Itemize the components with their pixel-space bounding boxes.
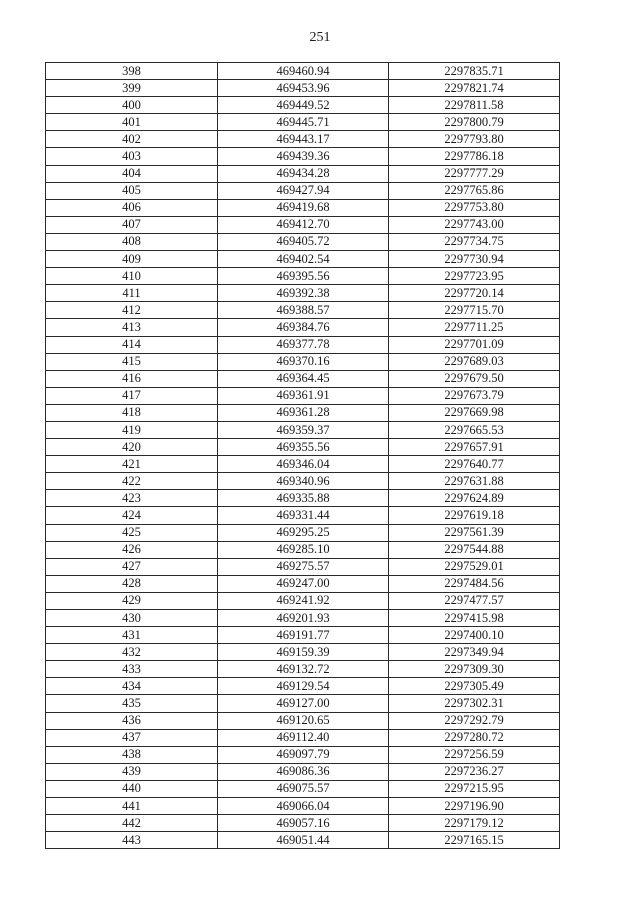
table-row (46, 473, 560, 490)
x-coordinate-cell: 469285.10 (218, 541, 389, 558)
y-coordinate-cell: 2297256.59 (389, 746, 560, 763)
point-number-cell: 408 (46, 233, 218, 250)
point-number-cell: 409 (46, 251, 218, 268)
y-coordinate-cell: 2297349.94 (389, 644, 560, 661)
y-coordinate-cell: 2297631.88 (389, 473, 560, 490)
y-coordinate-cell: 2297689.03 (389, 353, 560, 370)
point-number-cell: 421 (46, 456, 218, 473)
table-row (46, 131, 560, 148)
point-number-cell: 431 (46, 627, 218, 644)
point-number-cell: 436 (46, 712, 218, 729)
x-coordinate-cell: 469419.68 (218, 199, 389, 216)
x-coordinate-cell: 469361.28 (218, 404, 389, 421)
table-row (46, 644, 560, 661)
point-number-cell: 443 (46, 832, 218, 849)
point-number-cell: 406 (46, 199, 218, 216)
point-number-cell: 413 (46, 319, 218, 336)
x-coordinate-cell: 469247.00 (218, 575, 389, 592)
point-number-cell: 442 (46, 815, 218, 832)
point-number-cell: 405 (46, 182, 218, 199)
point-number-cell: 412 (46, 302, 218, 319)
y-coordinate-cell: 2297165.15 (389, 832, 560, 849)
x-coordinate-cell: 469427.94 (218, 182, 389, 199)
y-coordinate-cell: 2297196.90 (389, 798, 560, 815)
x-coordinate-cell: 469359.37 (218, 421, 389, 438)
y-coordinate-cell: 2297179.12 (389, 815, 560, 832)
y-coordinate-cell: 2297657.91 (389, 439, 560, 456)
table-row (46, 370, 560, 387)
x-coordinate-cell: 469120.65 (218, 712, 389, 729)
coordinates-table-body (46, 63, 560, 849)
coordinates-table (45, 62, 560, 849)
table-row (46, 114, 560, 131)
point-number-cell: 403 (46, 148, 218, 165)
point-number-cell: 400 (46, 97, 218, 114)
y-coordinate-cell: 2297723.95 (389, 268, 560, 285)
point-number-cell: 426 (46, 541, 218, 558)
x-coordinate-cell: 469331.44 (218, 507, 389, 524)
x-coordinate-cell: 469361.91 (218, 387, 389, 404)
y-coordinate-cell: 2297544.88 (389, 541, 560, 558)
x-coordinate-cell: 469453.96 (218, 80, 389, 97)
y-coordinate-cell: 2297484.56 (389, 575, 560, 592)
y-coordinate-cell: 2297561.39 (389, 524, 560, 541)
x-coordinate-cell: 469097.79 (218, 746, 389, 763)
x-coordinate-cell: 469275.57 (218, 558, 389, 575)
point-number-cell: 423 (46, 490, 218, 507)
y-coordinate-cell: 2297624.89 (389, 490, 560, 507)
y-coordinate-cell: 2297821.74 (389, 80, 560, 97)
y-coordinate-cell: 2297679.50 (389, 370, 560, 387)
table-row (46, 439, 560, 456)
y-coordinate-cell: 2297669.98 (389, 404, 560, 421)
x-coordinate-cell: 469335.88 (218, 490, 389, 507)
table-row (46, 97, 560, 114)
x-coordinate-cell: 469377.78 (218, 336, 389, 353)
table-row (46, 165, 560, 182)
point-number-cell: 429 (46, 592, 218, 609)
point-number-cell: 414 (46, 336, 218, 353)
table-row (46, 80, 560, 97)
x-coordinate-cell: 469129.54 (218, 678, 389, 695)
y-coordinate-cell: 2297811.58 (389, 97, 560, 114)
x-coordinate-cell: 469392.38 (218, 285, 389, 302)
point-number-cell: 441 (46, 798, 218, 815)
point-number-cell: 410 (46, 268, 218, 285)
point-number-cell: 422 (46, 473, 218, 490)
y-coordinate-cell: 2297765.86 (389, 182, 560, 199)
point-number-cell: 434 (46, 678, 218, 695)
table-row (46, 233, 560, 250)
x-coordinate-cell: 469388.57 (218, 302, 389, 319)
table-row (46, 832, 560, 849)
point-number-cell: 420 (46, 439, 218, 456)
page-number: 251 (309, 30, 331, 45)
y-coordinate-cell: 2297415.98 (389, 610, 560, 627)
point-number-cell: 435 (46, 695, 218, 712)
table-row (46, 592, 560, 609)
x-coordinate-cell: 469051.44 (218, 832, 389, 849)
x-coordinate-cell: 469395.56 (218, 268, 389, 285)
point-number-cell: 439 (46, 763, 218, 780)
x-coordinate-cell: 469201.93 (218, 610, 389, 627)
table-row (46, 251, 560, 268)
x-coordinate-cell: 469132.72 (218, 661, 389, 678)
point-number-cell: 416 (46, 370, 218, 387)
table-row (46, 575, 560, 592)
x-coordinate-cell: 469057.16 (218, 815, 389, 832)
table-row (46, 148, 560, 165)
x-coordinate-cell: 469340.96 (218, 473, 389, 490)
x-coordinate-cell: 469295.25 (218, 524, 389, 541)
table-row (46, 319, 560, 336)
point-number-cell: 428 (46, 575, 218, 592)
y-coordinate-cell: 2297309.30 (389, 661, 560, 678)
x-coordinate-cell: 469346.04 (218, 456, 389, 473)
y-coordinate-cell: 2297302.31 (389, 695, 560, 712)
table-row (46, 524, 560, 541)
table-row (46, 780, 560, 797)
point-number-cell: 399 (46, 80, 218, 97)
table-row (46, 678, 560, 695)
x-coordinate-cell: 469449.52 (218, 97, 389, 114)
table-row (46, 353, 560, 370)
y-coordinate-cell: 2297215.95 (389, 780, 560, 797)
point-number-cell: 402 (46, 131, 218, 148)
y-coordinate-cell: 2297400.10 (389, 627, 560, 644)
y-coordinate-cell: 2297619.18 (389, 507, 560, 524)
table-row (46, 387, 560, 404)
x-coordinate-cell: 469402.54 (218, 251, 389, 268)
y-coordinate-cell: 2297280.72 (389, 729, 560, 746)
point-number-cell: 404 (46, 165, 218, 182)
y-coordinate-cell: 2297477.57 (389, 592, 560, 609)
y-coordinate-cell: 2297665.53 (389, 421, 560, 438)
table-row (46, 712, 560, 729)
y-coordinate-cell: 2297753.80 (389, 199, 560, 216)
table-row (46, 729, 560, 746)
x-coordinate-cell: 469075.57 (218, 780, 389, 797)
table-row (46, 798, 560, 815)
y-coordinate-cell: 2297305.49 (389, 678, 560, 695)
table-row (46, 421, 560, 438)
y-coordinate-cell: 2297640.77 (389, 456, 560, 473)
table-row (46, 216, 560, 233)
x-coordinate-cell: 469191.77 (218, 627, 389, 644)
x-coordinate-cell: 469412.70 (218, 216, 389, 233)
y-coordinate-cell: 2297711.25 (389, 319, 560, 336)
x-coordinate-cell: 469439.36 (218, 148, 389, 165)
table-row (46, 63, 560, 80)
point-number-cell: 401 (46, 114, 218, 131)
table-row (46, 627, 560, 644)
y-coordinate-cell: 2297734.75 (389, 233, 560, 250)
point-number-cell: 425 (46, 524, 218, 541)
point-number-cell: 424 (46, 507, 218, 524)
y-coordinate-cell: 2297236.27 (389, 763, 560, 780)
y-coordinate-cell: 2297730.94 (389, 251, 560, 268)
y-coordinate-cell: 2297529.01 (389, 558, 560, 575)
x-coordinate-cell: 469066.04 (218, 798, 389, 815)
point-number-cell: 437 (46, 729, 218, 746)
table-row (46, 695, 560, 712)
x-coordinate-cell: 469159.39 (218, 644, 389, 661)
table-row (46, 456, 560, 473)
point-number-cell: 427 (46, 558, 218, 575)
point-number-cell: 419 (46, 421, 218, 438)
y-coordinate-cell: 2297835.71 (389, 63, 560, 80)
point-number-cell: 415 (46, 353, 218, 370)
x-coordinate-cell: 469370.16 (218, 353, 389, 370)
point-number-cell: 438 (46, 746, 218, 763)
y-coordinate-cell: 2297786.18 (389, 148, 560, 165)
y-coordinate-cell: 2297800.79 (389, 114, 560, 131)
table-row (46, 268, 560, 285)
table-row (46, 541, 560, 558)
point-number-cell: 417 (46, 387, 218, 404)
table-row (46, 815, 560, 832)
table-row (46, 490, 560, 507)
table-row (46, 746, 560, 763)
x-coordinate-cell: 469086.36 (218, 763, 389, 780)
point-number-cell: 398 (46, 63, 218, 80)
x-coordinate-cell: 469405.72 (218, 233, 389, 250)
x-coordinate-cell: 469460.94 (218, 63, 389, 80)
y-coordinate-cell: 2297701.09 (389, 336, 560, 353)
point-number-cell: 433 (46, 661, 218, 678)
y-coordinate-cell: 2297743.00 (389, 216, 560, 233)
point-number-cell: 418 (46, 404, 218, 421)
point-number-cell: 407 (46, 216, 218, 233)
y-coordinate-cell: 2297720.14 (389, 285, 560, 302)
x-coordinate-cell: 469241.92 (218, 592, 389, 609)
table-row (46, 661, 560, 678)
x-coordinate-cell: 469112.40 (218, 729, 389, 746)
x-coordinate-cell: 469445.71 (218, 114, 389, 131)
point-number-cell: 432 (46, 644, 218, 661)
table-row (46, 302, 560, 319)
table-row (46, 199, 560, 216)
x-coordinate-cell: 469364.45 (218, 370, 389, 387)
x-coordinate-cell: 469434.28 (218, 165, 389, 182)
x-coordinate-cell: 469355.56 (218, 439, 389, 456)
table-row (46, 182, 560, 199)
point-number-cell: 430 (46, 610, 218, 627)
x-coordinate-cell: 469127.00 (218, 695, 389, 712)
y-coordinate-cell: 2297777.29 (389, 165, 560, 182)
y-coordinate-cell: 2297715.70 (389, 302, 560, 319)
table-row (46, 558, 560, 575)
y-coordinate-cell: 2297673.79 (389, 387, 560, 404)
table-row (46, 610, 560, 627)
x-coordinate-cell: 469384.76 (218, 319, 389, 336)
table-row (46, 336, 560, 353)
y-coordinate-cell: 2297292.79 (389, 712, 560, 729)
point-number-cell: 411 (46, 285, 218, 302)
point-number-cell: 440 (46, 780, 218, 797)
x-coordinate-cell: 469443.17 (218, 131, 389, 148)
table-row (46, 285, 560, 302)
table-row (46, 763, 560, 780)
y-coordinate-cell: 2297793.80 (389, 131, 560, 148)
table-row (46, 404, 560, 421)
table-row (46, 507, 560, 524)
